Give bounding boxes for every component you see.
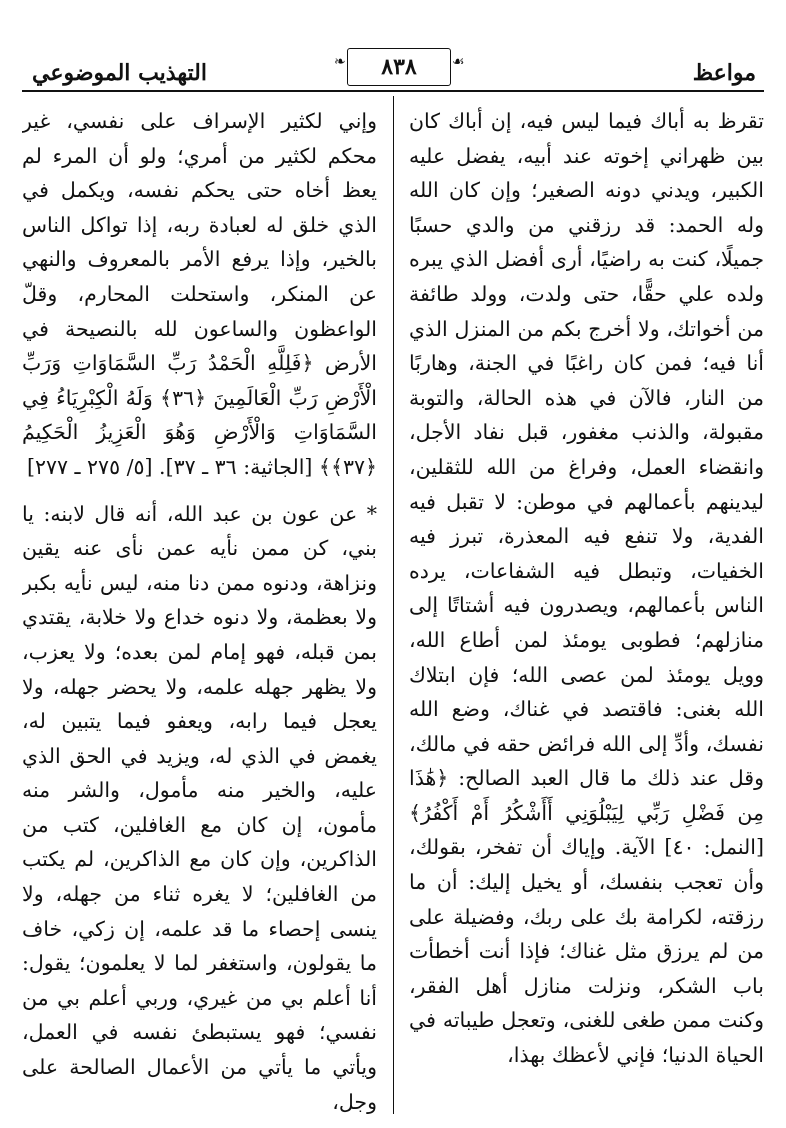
ornament-icon: ☙ xyxy=(452,54,465,70)
ornament-icon: ❧ xyxy=(334,54,346,70)
body-paragraph: وإني لكثير الإسراف على نفسي، غير محكم لكثير من أمري؛ ولو أن المرء لم يعظ أخاه حتى يحكم نفسه، ويكمل في الذي خلق له لعبادة ربه، إذا تواكل الناس بالخير، وإذا يرفع الأمر بالمعروف والنهي عن المنكر، واستحلت المحارم، وقلّ الواعظون والساعون لله بالنصيحة في الأرض ﴿فَلِلَّهِ الْحَمْدُ رَبِّ السَّمَاوَاتِ وَرَبِّ الْأَرْضِ رَبِّ الْعَالَمِينَ ﴿٣٦﴾ وَلَهُ الْكِبْرِيَاءُ فِي السَّمَاوَاتِ وَالْأَرْضِ وَهُوَ الْعَزِيزُ الْحَكِيمُ ﴿٣٧﴾﴾ [الجاثية: ٣٦ ـ ٣٧]. [٥/ ٢٧٥ ـ ٢٧٧] xyxy=(22,109,377,479)
column-divider xyxy=(393,96,394,1114)
right-column xyxy=(409,104,764,1114)
book-title: التهذيب الموضوعي xyxy=(32,60,207,86)
body-paragraph: تقرظ به أباك فيما ليس فيه، إن أباك كان بين ظهراني إخوته عند أبيه، يفضل عليه الكبير، ويدني دونه الصغير؛ وإن كان الله وله الحمد: قد رزقني من والدي حسبًا جميلًا، كنت به راضيًا، أرى أفضل الذي يبره ولده علي حقًّا، حتى ولدت، وولد طائفة من أخواتك، ولا أخرج بكم من المنزل الذي أنا فيه؛ فمن كان راغبًا في الجنة، وهاربًا من النار، فالآن في هذه الحالة، والتوبة مقبولة، والذنب مغفور، قبل نفاد الأجل، وانقضاء العمل، وفراغ من الله للثقلين، ليدينهم بأعمالهم في موطن: لا تقبل فيه الفدية، ولا تنفع فيه المعذرة، تبرز فيه الخفيات، وتبطل فيه الشفاعات، يرده الناس بأعمالهم، ويصدرون فيه أشتاتًا إلى منازلهم؛ فطوبى يومئذ لمن أطاع الله، وويل يومئذ لمن عصى الله؛ فإن ابتلاك الله بغنى: فاقتصد في غناك، وضع الله نفسك، وأدِّ إلى الله فرائض حقه في مالك، وقل عند ذلك ما قال العبد الصالح: ﴿هَٰذَا مِن فَضْلِ رَبِّي لِيَبْلُوَنِي أَأَشْكُرُ أَمْ أَكْفُرُ﴾ [النمل: ٤٠] الآية. وإياك أن تفخر، بقولك، وأن تعجب بنفسك، أو يخيل إليك: أن ما رزقته، لكرامة بك على ربك، وفضيلة على من لم يرزق مثل غناك؛ فإذا أنت أخطأت باب الشكر، ونزلت منازل أهل الفقر، وكنت ممن طغى للغنى، وتعجل طيباته في الحياة الدنيا؛ فإني لأعظك بهذا، xyxy=(409,109,764,1068)
body-paragraph: * عن عون بن عبد الله، أنه قال لابنه: يا بني، كن ممن نأيه عمن نأى عنه يقين ونزاهة، ودنوه ممن دنا منه، ليس نأيه بكبر ولا بعظمة، ولا دنوه خداع ولا خلابة، يقتدي بمن قبله، فهو إمام لمن بعده؛ ولا يعزب، ولا يظهر جهله علمه، ولا يحضر جهله، ولا يعجل فيما رابه، ويعفو فيما يتبين له، يغمض في الذي له، ويزيد في الحق الذي عليه، والخير منه مأمول، والشر منه مأمون، إن كان مع الغافلين، كتب من الذاكرين، وإن كان مع الذاكرين، لم يكتب من الغافلين؛ لا يغره ثناء من جهله، ولا ينسى إحصاء ما قد علمه، إن زكي، خاف ما يقولون، واستغفر لما لا يعلمون؛ يقول: أنا أعلم بي من غيري، وربي أعلم بي من نفسي؛ فهو يستبطئ نفسه في العمل، ويأتي ما يأتي من الأعمال الصالحة على وجل، xyxy=(22,501,377,1114)
section-title: مواعظ xyxy=(692,60,756,86)
page-header xyxy=(22,48,764,94)
page-number: ٨٣٨ xyxy=(347,48,451,86)
left-column xyxy=(22,104,377,1114)
header-rule xyxy=(22,90,764,92)
